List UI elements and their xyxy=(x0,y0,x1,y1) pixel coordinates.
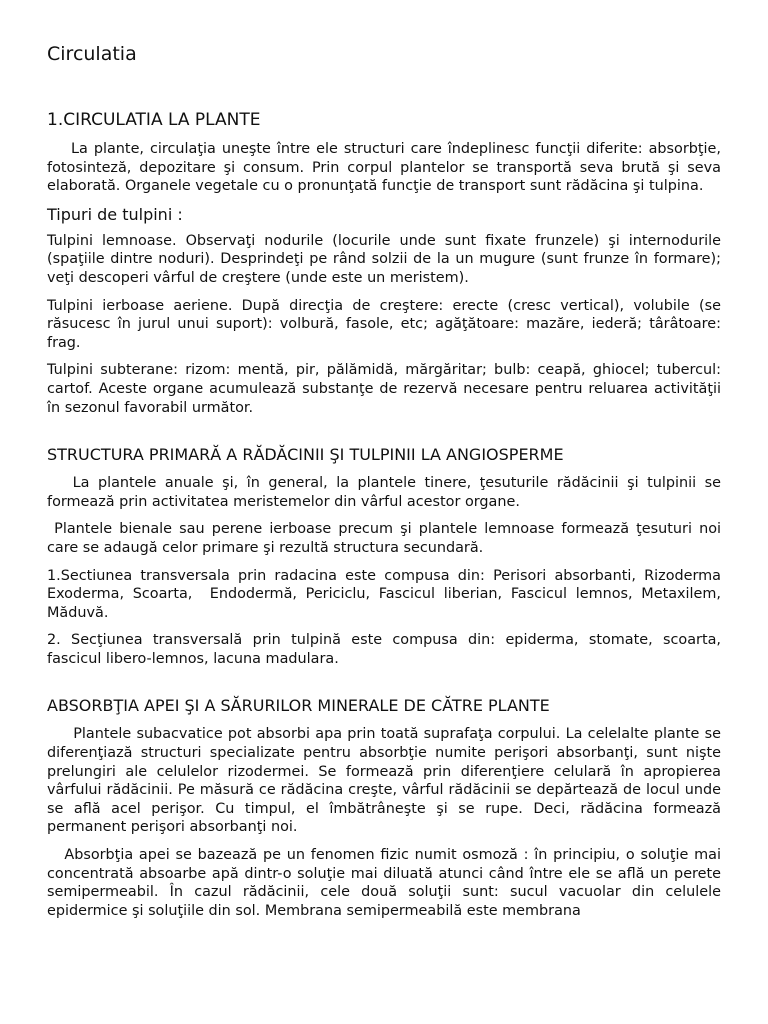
section-heading-absorbtia-apei: ABSORBŢIA APEI ŞI A SĂRURILOR MINERALE DE CĂTRE PLANTE xyxy=(47,696,550,716)
paragraph: Plantele bienale sau perene ierboase precum şi plantele lemnoase formează ţesuturi noi care se adaugă celor primare şi rezultă structura secundară. xyxy=(47,521,726,556)
paragraph: Tulpini subterane: rizom: mentă, pir, pălămidă, mărgăritar; bulb: ceapă, ghiocel; tubercul: cartof. Aceste organe acumulează substanţe de rezervă necesare pentru reluarea activităţii în sezonul favorabil următor. xyxy=(47,362,726,416)
paragraph: 2. Secţiunea transversală prin tulpină este compusa din: epiderma, stomate, scoarta, fascicul libero-lemnos, lacuna madulara. xyxy=(47,632,726,667)
document-body xyxy=(47,110,726,929)
paragraph: Tulpini lemnoase. Observaţi nodurile (locurile unde sunt fixate frunzele) şi internodurile (spaţiile dintre noduri). Desprindeţi pe rând solzii de la un mugure (sunt frunze în formare); veţi descoperi vârful de creştere (unde este un meristem). xyxy=(47,232,726,286)
paragraph: La plante, circulaţia uneşte între ele structuri care îndeplinesc funcţii diferite: absorbţie, fotosinteză, depozitare şi consum. Prin corpul plantelor se transportă seva brută şi seva elaborată. Organele vegetale cu o pronunţată funcţie de transport sunt rădăcina şi tulpina. xyxy=(47,141,726,195)
section-heading-circulatia-la-plante: 1.CIRCULATIA LA PLANTE xyxy=(47,110,261,130)
paragraph: Absorbţia apei se bazează pe un fenomen fizic numit osmoză : în principiu, o soluţie mai concentrată absoarbe apă dintr-o soluţie mai diluată atunci când între ele se află un perete semipermeabil. În cazul rădăcinii, cele două soluţii sunt: sucul vacuolar din celulele epidermice şi soluţiile din sol. Membrana semipermeabilă este membrana xyxy=(47,847,726,919)
paragraph: Tulpini ierboase aeriene. După direcţia de creştere: erecte (cresc vertical), volubile (se răsucesc în jurul unui suport): volbură, fasole, etc; agăţătoare: mazăre, iederă; târâtoare: frag. xyxy=(47,297,726,351)
paragraph: Plantele subacvatice pot absorbi apa prin toată suprafaţa corpului. La celelalte plante se diferenţiază structuri specializate pentru absorbţie numite perişori absorbanţi, sunt nişte prelungiri ale celulelor rizodermei. Se formează prin diferenţiere celulară în apropierea vârfului rădăcinii. Pe măsură ce rădăcina creşte, vârful rădăcinii se depărtează de locul unde se află acel perişor. Cu timpul, el îmbătrâneşte şi se rupe. Deci, rădăcina formează permanent perişori absorbanţi noi. xyxy=(47,726,726,836)
subheading-tipuri-de-tulpini: Tipuri de tulpini : xyxy=(47,204,183,224)
section-heading-structura-primara: STRUCTURA PRIMARĂ A RĂDĂCINII ŞI TULPINII LA ANGIOSPERME xyxy=(47,445,564,465)
document-title: Circulatia xyxy=(47,43,137,65)
paragraph: 1.Sectiunea transversala prin radacina este compusa din: Perisori absorbanti, Rizoderma Exoderma, Scoarta, Endodermă, Periciclu, Fascicul liberian, Fascicul lemnos, Metaxilem, Măduvă. xyxy=(47,567,726,621)
paragraph: La plantele anuale şi, în general, la plantele tinere, ţesuturile rădăcinii şi tulpinii se formează prin activitatea meristemelor din vârful acestor organe. xyxy=(47,475,726,510)
